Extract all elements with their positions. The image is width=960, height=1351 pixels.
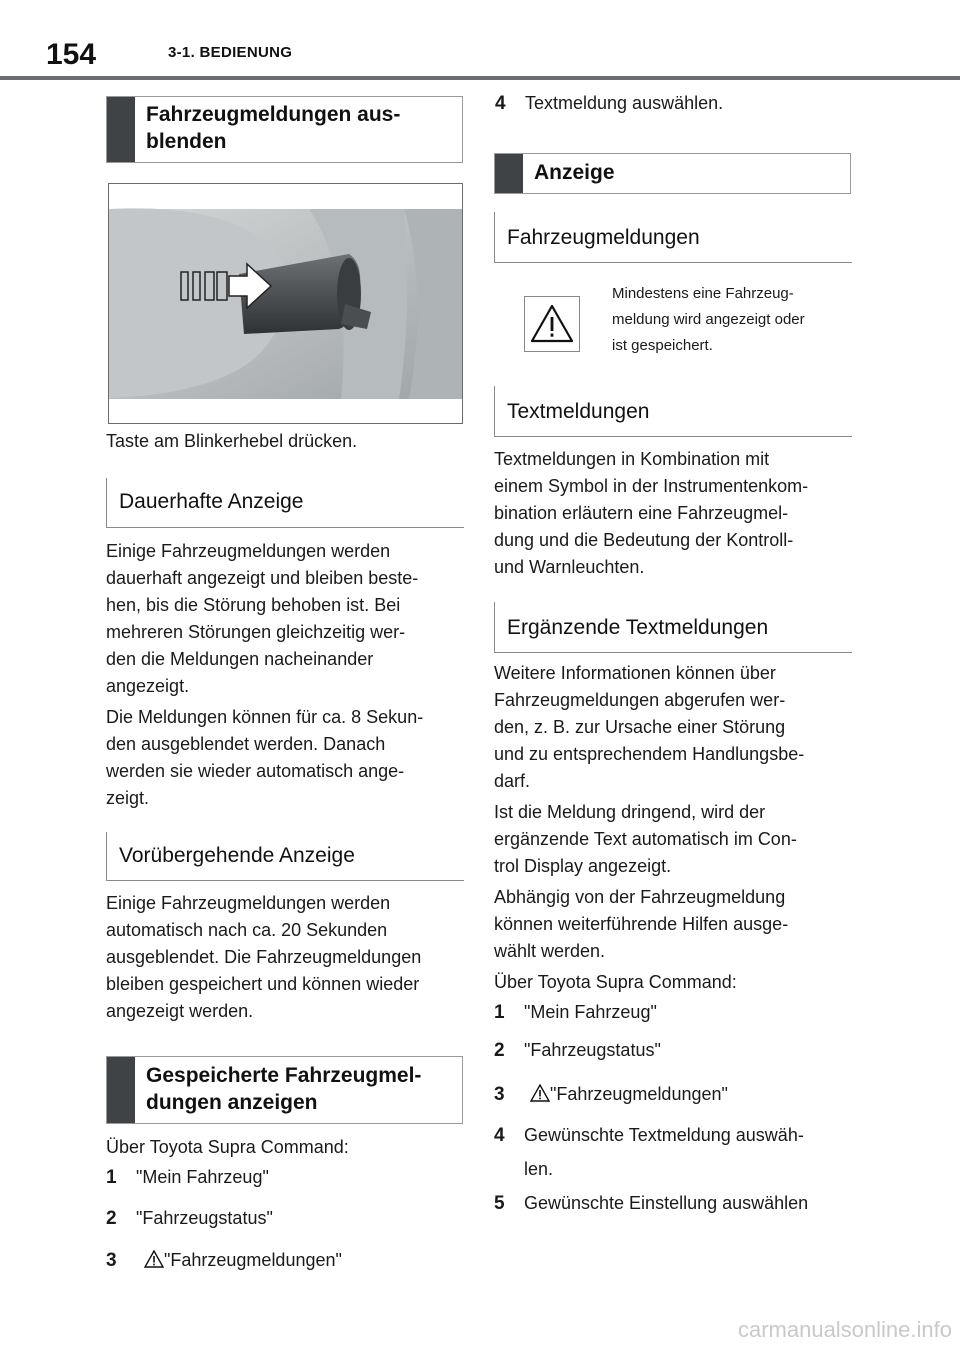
step-text: "Mein Fahrzeug" xyxy=(524,1002,657,1022)
heading-bar xyxy=(107,1057,135,1123)
subheading-temporary-display xyxy=(106,832,464,881)
subheading-text: Vorübergehende Anzeige xyxy=(119,844,355,867)
text-line: Einige Fahrzeugmeldungen werden xyxy=(106,541,391,561)
warning-symbol-box xyxy=(524,296,580,352)
text-line: dauerhaft angezeigt und bleiben beste- xyxy=(106,568,419,588)
text-line: Mindestens eine Fahrzeug- xyxy=(612,285,794,302)
step-text xyxy=(530,1081,728,1108)
subheading-text: Dauerhafte Anzeige xyxy=(119,490,304,513)
subheading-vehicle-messages xyxy=(494,212,852,263)
text-line: dung und die Bedeutung der Kontroll- xyxy=(494,530,794,550)
illustration-caption: Taste am Blinkerhebel drücken. xyxy=(106,431,358,451)
paragraph-temporary-display xyxy=(106,890,421,1025)
warning-triangle-icon xyxy=(530,1084,550,1102)
text-line: automatisch nach ca. 20 Sekunden xyxy=(106,920,388,940)
text-line: Gewünschte Textmeldung auswäh- xyxy=(524,1125,804,1145)
heading-line-2: dungen anzeigen xyxy=(146,1091,318,1114)
warning-description xyxy=(612,281,805,359)
step-text: Textmeldung auswählen. xyxy=(525,93,724,113)
text-line: einem Symbol in der Instrumentenkom- xyxy=(494,476,809,496)
heading-bar xyxy=(495,154,523,193)
subheading-text-messages xyxy=(494,386,852,437)
text-line: Textmeldungen in Kombination mit xyxy=(494,449,770,469)
text-line: darf. xyxy=(494,771,531,791)
warning-triangle-icon xyxy=(144,1250,164,1268)
step-text: Gewünschte Einstellung auswählen xyxy=(524,1193,809,1213)
text-line: werden sie wieder automatisch ange- xyxy=(106,761,405,781)
text-line: angezeigt. xyxy=(106,676,190,696)
text-line: Die Meldungen können für ca. 8 Sekun- xyxy=(106,707,424,727)
text-line: und zu entsprechendem Handlungsbe- xyxy=(494,744,805,764)
text-line: Einige Fahrzeugmeldungen werden xyxy=(106,893,391,913)
text-line: den ausgeblendet werden. Danach xyxy=(106,734,386,754)
text-line: bleiben gespeichert und können wieder xyxy=(106,974,420,994)
section-title: 3-1. BEDIENUNG xyxy=(168,44,293,61)
turn-signal-lever-illustration xyxy=(108,183,463,424)
subheading-text: Ergänzende Textmeldungen xyxy=(507,616,769,639)
step-number: 2 xyxy=(106,1208,117,1229)
step-text: "Mein Fahrzeug" xyxy=(136,1167,269,1187)
heading-bar xyxy=(107,97,135,162)
heading-text: Anzeige xyxy=(534,161,615,184)
lever-drawing xyxy=(109,184,462,423)
heading-box-show-stored xyxy=(106,1056,463,1124)
heading-line-1: Fahrzeugmeldungen aus- xyxy=(146,103,401,126)
header-divider xyxy=(0,76,960,80)
heading-box-hide-messages xyxy=(106,96,463,163)
text-line: Ist die Meldung dringend, wird der xyxy=(494,802,766,822)
step-number: 3 xyxy=(106,1250,117,1271)
watermark: carmanualsonline.info xyxy=(737,1317,952,1342)
step-number: 4 xyxy=(494,1125,505,1146)
subheading-supplementary-messages xyxy=(494,602,852,653)
text-line: und Warnleuchten. xyxy=(494,557,645,577)
text-line: ergänzende Text automatisch im Con- xyxy=(494,829,797,849)
command-intro: Über Toyota Supra Command: xyxy=(494,972,737,992)
text-line: len. xyxy=(524,1159,554,1179)
step-number: 5 xyxy=(494,1193,505,1214)
text-line: angezeigt werden. xyxy=(106,1001,254,1021)
command-intro: Über Toyota Supra Command: xyxy=(106,1137,349,1157)
step-label: "Fahrzeugmeldungen" xyxy=(164,1250,342,1270)
paragraph-further-help xyxy=(494,884,788,965)
step-text xyxy=(524,1122,804,1183)
text-line: hen, bis die Störung behoben ist. Bei xyxy=(106,595,401,615)
paragraph-permanent-display xyxy=(106,538,418,700)
text-line: mehreren Störungen gleichzeitig wer- xyxy=(106,622,406,642)
text-line: trol Display angezeigt. xyxy=(494,856,672,876)
text-line: ausgeblendet. Die Fahrzeugmeldungen xyxy=(106,947,422,967)
text-line: ist gespeichert. xyxy=(612,337,713,354)
paragraph-more-info xyxy=(494,660,804,795)
step-text xyxy=(144,1247,342,1274)
text-line: Abhängig von der Fahrzeugmeldung xyxy=(494,887,786,907)
step-number: 2 xyxy=(494,1040,505,1061)
text-line: bination erläutern eine Fahrzeugmel- xyxy=(494,503,789,523)
paragraph-urgent xyxy=(494,799,797,880)
step-number: 1 xyxy=(106,1167,117,1188)
text-line: können weiterführende Hilfen ausge- xyxy=(494,914,789,934)
step-number: 1 xyxy=(494,1002,505,1023)
step-number: 3 xyxy=(494,1084,505,1105)
heading-box-display xyxy=(494,153,851,194)
text-line: den die Meldungen nacheinander xyxy=(106,649,374,669)
paragraph-hide-duration xyxy=(106,704,423,812)
step-text: "Fahrzeugstatus" xyxy=(136,1208,273,1228)
step-label: "Fahrzeugmeldungen" xyxy=(550,1084,728,1104)
text-line: Weitere Informationen können über xyxy=(494,663,776,683)
text-line: wählt werden. xyxy=(494,941,606,961)
text-line: meldung wird angezeigt oder xyxy=(612,311,805,328)
heading-line-2: blenden xyxy=(146,130,227,153)
warning-triangle-icon xyxy=(525,297,579,351)
step-text: "Fahrzeugstatus" xyxy=(524,1040,661,1060)
text-line: zeigt. xyxy=(106,788,150,808)
subheading-text: Fahrzeugmeldungen xyxy=(507,226,700,249)
page-number: 154 xyxy=(46,38,97,71)
step-number: 4 xyxy=(495,93,506,114)
text-line: Fahrzeugmeldungen abgerufen wer- xyxy=(494,690,786,710)
subheading-text: Textmeldungen xyxy=(507,400,650,423)
text-line: den, z. B. zur Ursache einer Störung xyxy=(494,717,786,737)
paragraph-text-messages xyxy=(494,446,808,581)
heading-line-1: Gespeicherte Fahrzeugmel- xyxy=(146,1064,422,1087)
subheading-permanent-display xyxy=(106,478,464,528)
